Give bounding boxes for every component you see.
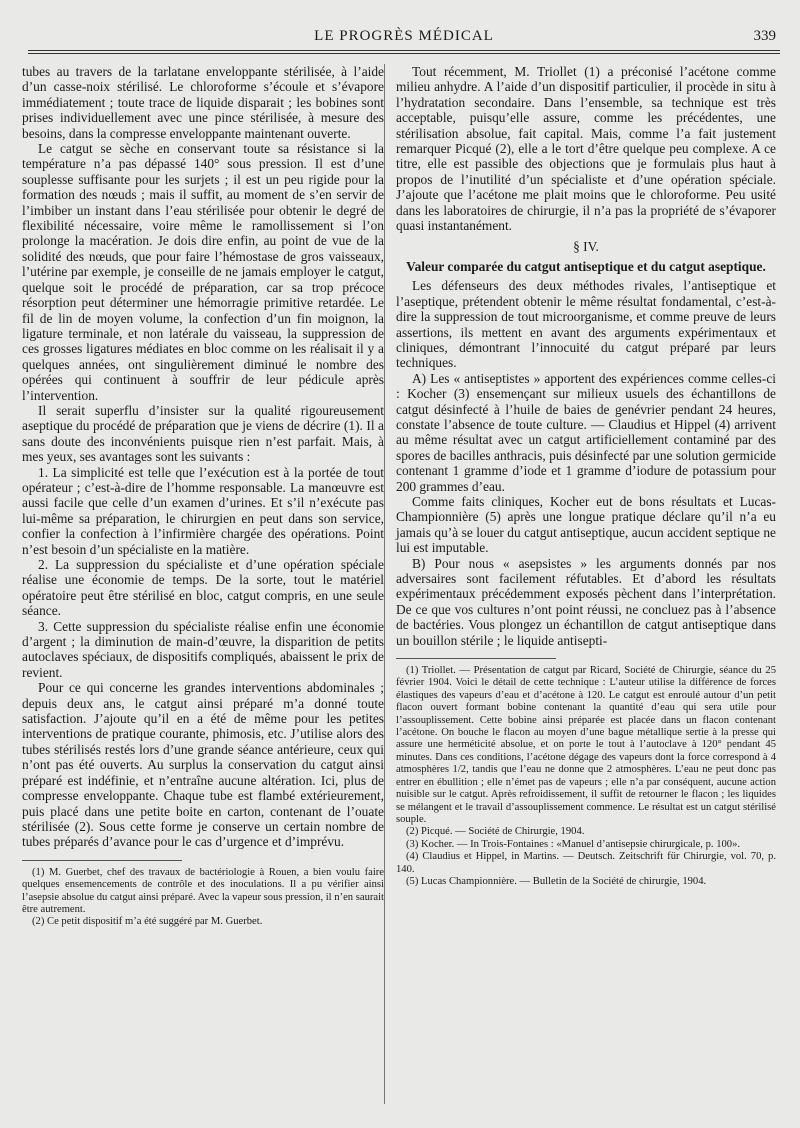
- journal-title: LE PROGRÈS MÉDICAL: [314, 28, 494, 44]
- page-number: 339: [753, 28, 776, 44]
- footnote: (1) Triollet. — Présentation de catgut par Ricard, Société de Chirurgie, séance du 25 février 1904. Voici le détail de cette technique : L’auteur utilise la différence de forces élastiques des vapeurs d’eau et d’acétone à 120. Le catgut est enroulé autour d’un petit flacon ouvert formant bobine contenant la quantité d’eau qui sera utile pour l’assouplissement. Cette bobine ainsi préparée est placée dans un flacon contenant l’acétone. On bouche le flacon au moyen d’une bague métallique sertie à la presse qui assure une herméticité absolue, et on porte le tout à l’autoclave à 120° pendant 45 minutes. Dans ces conditions, l’acétone dégage des vapeurs dont la force correspond à 4 atmosphères 1/2, tandis que l’eau ne donne que 2 atmosphères. L’eau ne peut donc pas entrer en ébullition ; elle n’émet pas de vapeurs ; elle n’a par conséquent, aucune action nuisible sur le catgut. Après refroidissement, il suffit de retourner le flacon ; les liquides se mélangent et le travail d’assouplissement commence. Le résultat est un catgut stérilisé souple.: [396, 665, 776, 825]
- footnote: (1) M. Guerbet, chef des travaux de bactériologie à Rouen, a bien voulu faire quelques ensemencements de contrôle et des inoculations. Il a pu vérifier ainsi l’asepsie absolue du catgut ainsi préparé. Avec la vapeur sous pression, il n’en saurait être autrement.: [22, 866, 384, 915]
- footnote: (2) Picqué. — Société de Chirurgie, 1904.: [406, 826, 585, 838]
- footnotes-left: [22, 867, 384, 929]
- footnote: (2) Ce petit dispositif m’a été suggéré par M. Guerbet.: [32, 916, 263, 928]
- header-rule-double: [28, 53, 780, 54]
- paragraph: Pour ce qui concerne les grandes interventions abdominales ; depuis deux ans, le catgut ainsi préparé m’a donné toute satisfaction. J’ajoute qu’il en a été de même pour les petites interventions de pratique courante, phimosis, etc. J’utilise alors des tubes stérilisés restés lors d’une grande séance antérieure, ceux qui n’ont pas été ouverts. Au surplus la conservation du catgut ainsi préparé est indéfinie, et n’entraîne aucune altération. Ici, plus de compresse enveloppante. Chaque tube est flambé extérieurement, puis placé dans une petite boite en carton, contenant de l’ouate stérilisée (2). Sous cette forme je conserve un certain nombre de tubes préparés d’avance pour le cas d’urgence et d’imprévu.: [22, 680, 384, 850]
- footnote-rule: [396, 658, 556, 659]
- paragraph: 2. La suppression du spécialiste et d’une opération spéciale réalise une économie de temps. De la sorte, tout le matériel opératoire peut être stérilisé en bloc, catgut compris, en une seule séance.: [22, 557, 384, 619]
- header-rule: [28, 50, 780, 51]
- paragraph: Il serait superflu d’insister sur la qualité rigoureusement aseptique du procédé de préparation que je viens de décrire (1). Il a sans doute des inconvénients puisque rien n’est parfait. Mais, à mes yeux, ses avantages sont les suivants :: [22, 402, 384, 465]
- paragraph: A) Les « antiseptistes » apportent des expériences comme celles-ci : Kocher (3) ensemençant sur milieux usuels des échantillons de catgut désinfecté à l’huile de baies de genévrier pendant 24 heures, constate l’absence de toute culture. — Claudius et Hippel (4) arrivent au même résultat avec un catgut artificiellement contaminé par des spores de bacilles anthracis, puis désinfecté par une solution germicide contenant 1 gramme d’iode et 1 gramme d’iodure de potassium pour 200 grammes d’eau.: [396, 370, 776, 494]
- footnote: (5) Lucas Championnière. — Bulletin de la Société de chirurgie, 1904.: [406, 875, 707, 887]
- paragraph: B) Pour nous « asepsistes » les arguments donnés par nos adversaires sont facilement réfutables. Et d’abord les résultats expérimentaux précédemment exposés pèchent dans l’interprétation. De ce que vos cultures n’ont point réussi, ne concluez pas à l’absence de bactéries. Vous plongez un échantillon de catgut antiseptique dans un bouillon stérile ; le liquide antisepti-: [396, 555, 776, 648]
- left-column: [22, 64, 384, 929]
- footnotes-right: [396, 665, 776, 888]
- right-column: [396, 64, 776, 888]
- paragraph: Comme faits cliniques, Kocher eut de bons résultats et Lucas-Championnière (5) après une longue pratique déclare qu’il n’a eu jamais qu’à se louer du catgut antiseptique, aucun accident septique ne lui est imputable.: [396, 493, 776, 556]
- paragraph: Le catgut se sèche en conservant toute sa résistance si la température n’a pas dépassé 140° sous pression. Il est d’une souplesse suffisante pour les surjets ; il est un peu rigide pour la formation des nœuds ; mais il suffit, au moment de s’en servir de l’imbiber un instant dans l’eau stérilisée pour obtenir le degré de flexibilité nécessaire, voire même le ramollissement si l’on prolonge la macération. Je dois dire enfin, au point de vue de la solidité des nœuds, que pour faire l’hémostase de gros vaisseaux, l’utérine par exemple, je conseille de ne jamais employer le catgut, quelque soit le procédé de préparation, car sa trop précoce résorption peut déterminer une hémorragie primitive retardée. Le fil de lin de moyen volume, la confection d’un fin moignon, la ligature terminale, et non latérale du vaisseau, la suppression de ces grosses ligatures médiates en bloc comme on les réalisait il y a quelques années, ont singulièrement diminué le nombre des opérées qui continuent à souffrir de leur pédicule après l’intervention.: [22, 141, 384, 403]
- paragraph: 1. La simplicité est telle que l’exécution est à la portée de tout opérateur ; c’est-à-dire de l’homme responsable. La manœuvre est aussi facile que celle d’un examen d’urines. Et s’il n’exécute pas lui-même sa préparation, le chirurgien en peut dans son service, confier la confection à l’infirmière chargée des opérations. Point n’est besoin d’un spécialiste en la matière.: [22, 464, 384, 557]
- footnote: (3) Kocher. — In Trois-Fontaines : «Manuel d’antisepsie chirurgicale, p. 100».: [406, 838, 741, 850]
- column-divider: [384, 64, 385, 1104]
- section-number: § IV.: [573, 239, 599, 255]
- footnote: (4) Claudius et Hippel, in Martins. — Deutsch. Zeitschrift für Chirurgie, vol. 70, p. 140.: [396, 851, 776, 875]
- running-header: [28, 26, 780, 50]
- paragraph: Tout récemment, M. Triollet (1) a préconisé l’acétone comme milieu anhydre. A l’aide d’un dispositif particulier, il procède in situ à l’hydratation secondaire. Dans l’ensemble, sa technique est très acceptable, puisqu’elle assure, comme les précédentes, une stérilisation absolue, fait capital. Mais, comme l’a fait justement remarquer Picqué (2), elle a le tort d’être quelque peu complexe. A ce titre, elle est passible des objections que je formulais plus haut à propos de l’inutilité d’un spécialiste et d’une opération spéciale. J’ajoute que l’acétone me plait moins que le chloroforme. Peu usité dans les laboratoires de chirurgie, il n’a pas la propriété de s’évaporer quasi instantanément.: [396, 64, 776, 234]
- paragraph: tubes au travers de la tarlatane enveloppante stérilisée, à l’aide d’un casse-noix stérilisé. Le chloroforme s’écoule et s’évapore immédiatement ; toute trace de liquide disparait ; les bobines sont prises individuellement avec une pince stérilisée, à mesure des besoins, dans la compresse enveloppante maintenant ouverte.: [22, 64, 384, 141]
- section-title: Valeur comparée du catgut antiseptique et du catgut aseptique.: [406, 258, 766, 274]
- paragraph: 3. Cette suppression du spécialiste réalise enfin une économie d’argent ; la diminution de main-d’œuvre, la disparition de petits autoclaves spéciaux, de dispositifs compliqués, abaissent le prix de revient.: [22, 618, 384, 680]
- footnote-rule: [22, 860, 182, 861]
- paragraph: Les défenseurs des deux méthodes rivales, l’antiseptique et l’aseptique, prétendent obtenir le même résultat fondamental, c’est-à-dire la suppression de tout microorganisme, et comme preuve de leurs assertions, ils mettent en avant des arguments expérimentaux et cliniques, démontrant l’innocuité du catgut préparé par leurs techniques.: [396, 278, 776, 371]
